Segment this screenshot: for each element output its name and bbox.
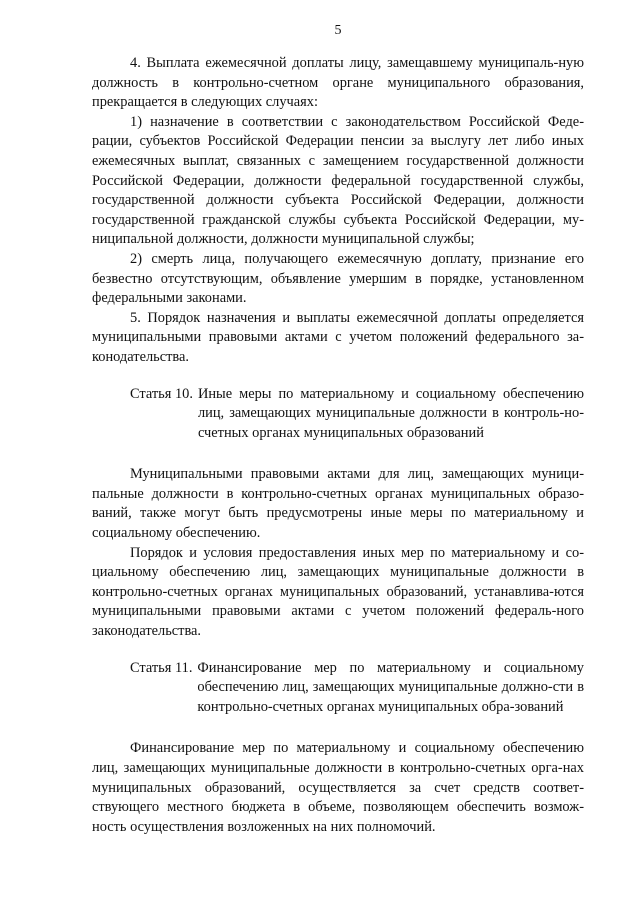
article-11-title: Финансирование мер по материальному и социальному обеспечению лиц, замещающих муниципальные должно-сти в контрольно-счетных органах муниципальных обра-зований — [197, 659, 584, 715]
paragraph-5-procedure: 5. Порядок назначения и выплаты ежемесячной доплаты определяется муниципальными правовыми актами с учетом положений федерального за-конодательства. — [92, 309, 584, 365]
article-11-paragraph-1: Финансирование мер по материальному и социальному обеспечению лиц, замещающих муниципальные должности в контрольно-счетных орга-нах муниципальных образований, осуществляется за счет средств соответ-ствующего местного бюджета в объеме, позволяющем обеспечить возмож-ность осуществления возложенных на них полномочий. — [92, 740, 584, 835]
article-11-label: Статья 11. — [130, 659, 193, 676]
article-10-title: Иные меры по материальному и социальному обеспечению лиц, замещающих муниципальные должности в контроль-но-счетных органах муниципальных образований — [197, 385, 584, 441]
paragraph-4-termination: 4. Выплата ежемесячной доплаты лицу, замещавшему муниципаль-ную должность в контрольно-счетном органе муниципального образования, прекращается в следующих случаях: — [92, 55, 584, 111]
article-10-paragraph-1: Муниципальными правовыми актами для лиц, замещающих муници-пальные должности в контрольно-счетных органах муниципальных образо-ваний, также могут быть предусмотрены иные меры по материальному и социальному обеспечению. — [92, 466, 584, 542]
article-10-label: Статья 10. — [130, 385, 193, 402]
article-11-heading — [130, 659, 584, 718]
article-10-paragraph-2: Порядок и условия предоставления иных мер по материальному и со-циальному обеспечению лиц, замещающих муниципальные должности в контрольно-счетных органах муниципальных образований, устанавлива-ются муниципальными правовыми актами с учетом положений федераль-ного законодательства. — [92, 544, 584, 640]
document-page — [92, 22, 584, 837]
article-10-heading — [130, 385, 584, 444]
paragraph-4-case-2: 2) смерть лица, получающего ежемесячную доплату, признание его безвестно отсутствующим, объявление умершим в порядке, установленном федеральными законами. — [92, 250, 584, 307]
paragraph-4-case-1: 1) назначение в соответствии с законодательством Российской Феде-рации, субъектов Российской Федерации пенсии за выслугу лет либо иных ежемесячных выплат, связанных с замещением государственной должности Российской Федерации, должности федеральной государственной службы, государственной должности субъекта Российской Федерации, должности государственной гражданской службы субъекта Российской Федерации, му-ниципальной должности, должности муниципальной службы; — [92, 113, 584, 248]
page-number: 5 — [334, 23, 342, 38]
